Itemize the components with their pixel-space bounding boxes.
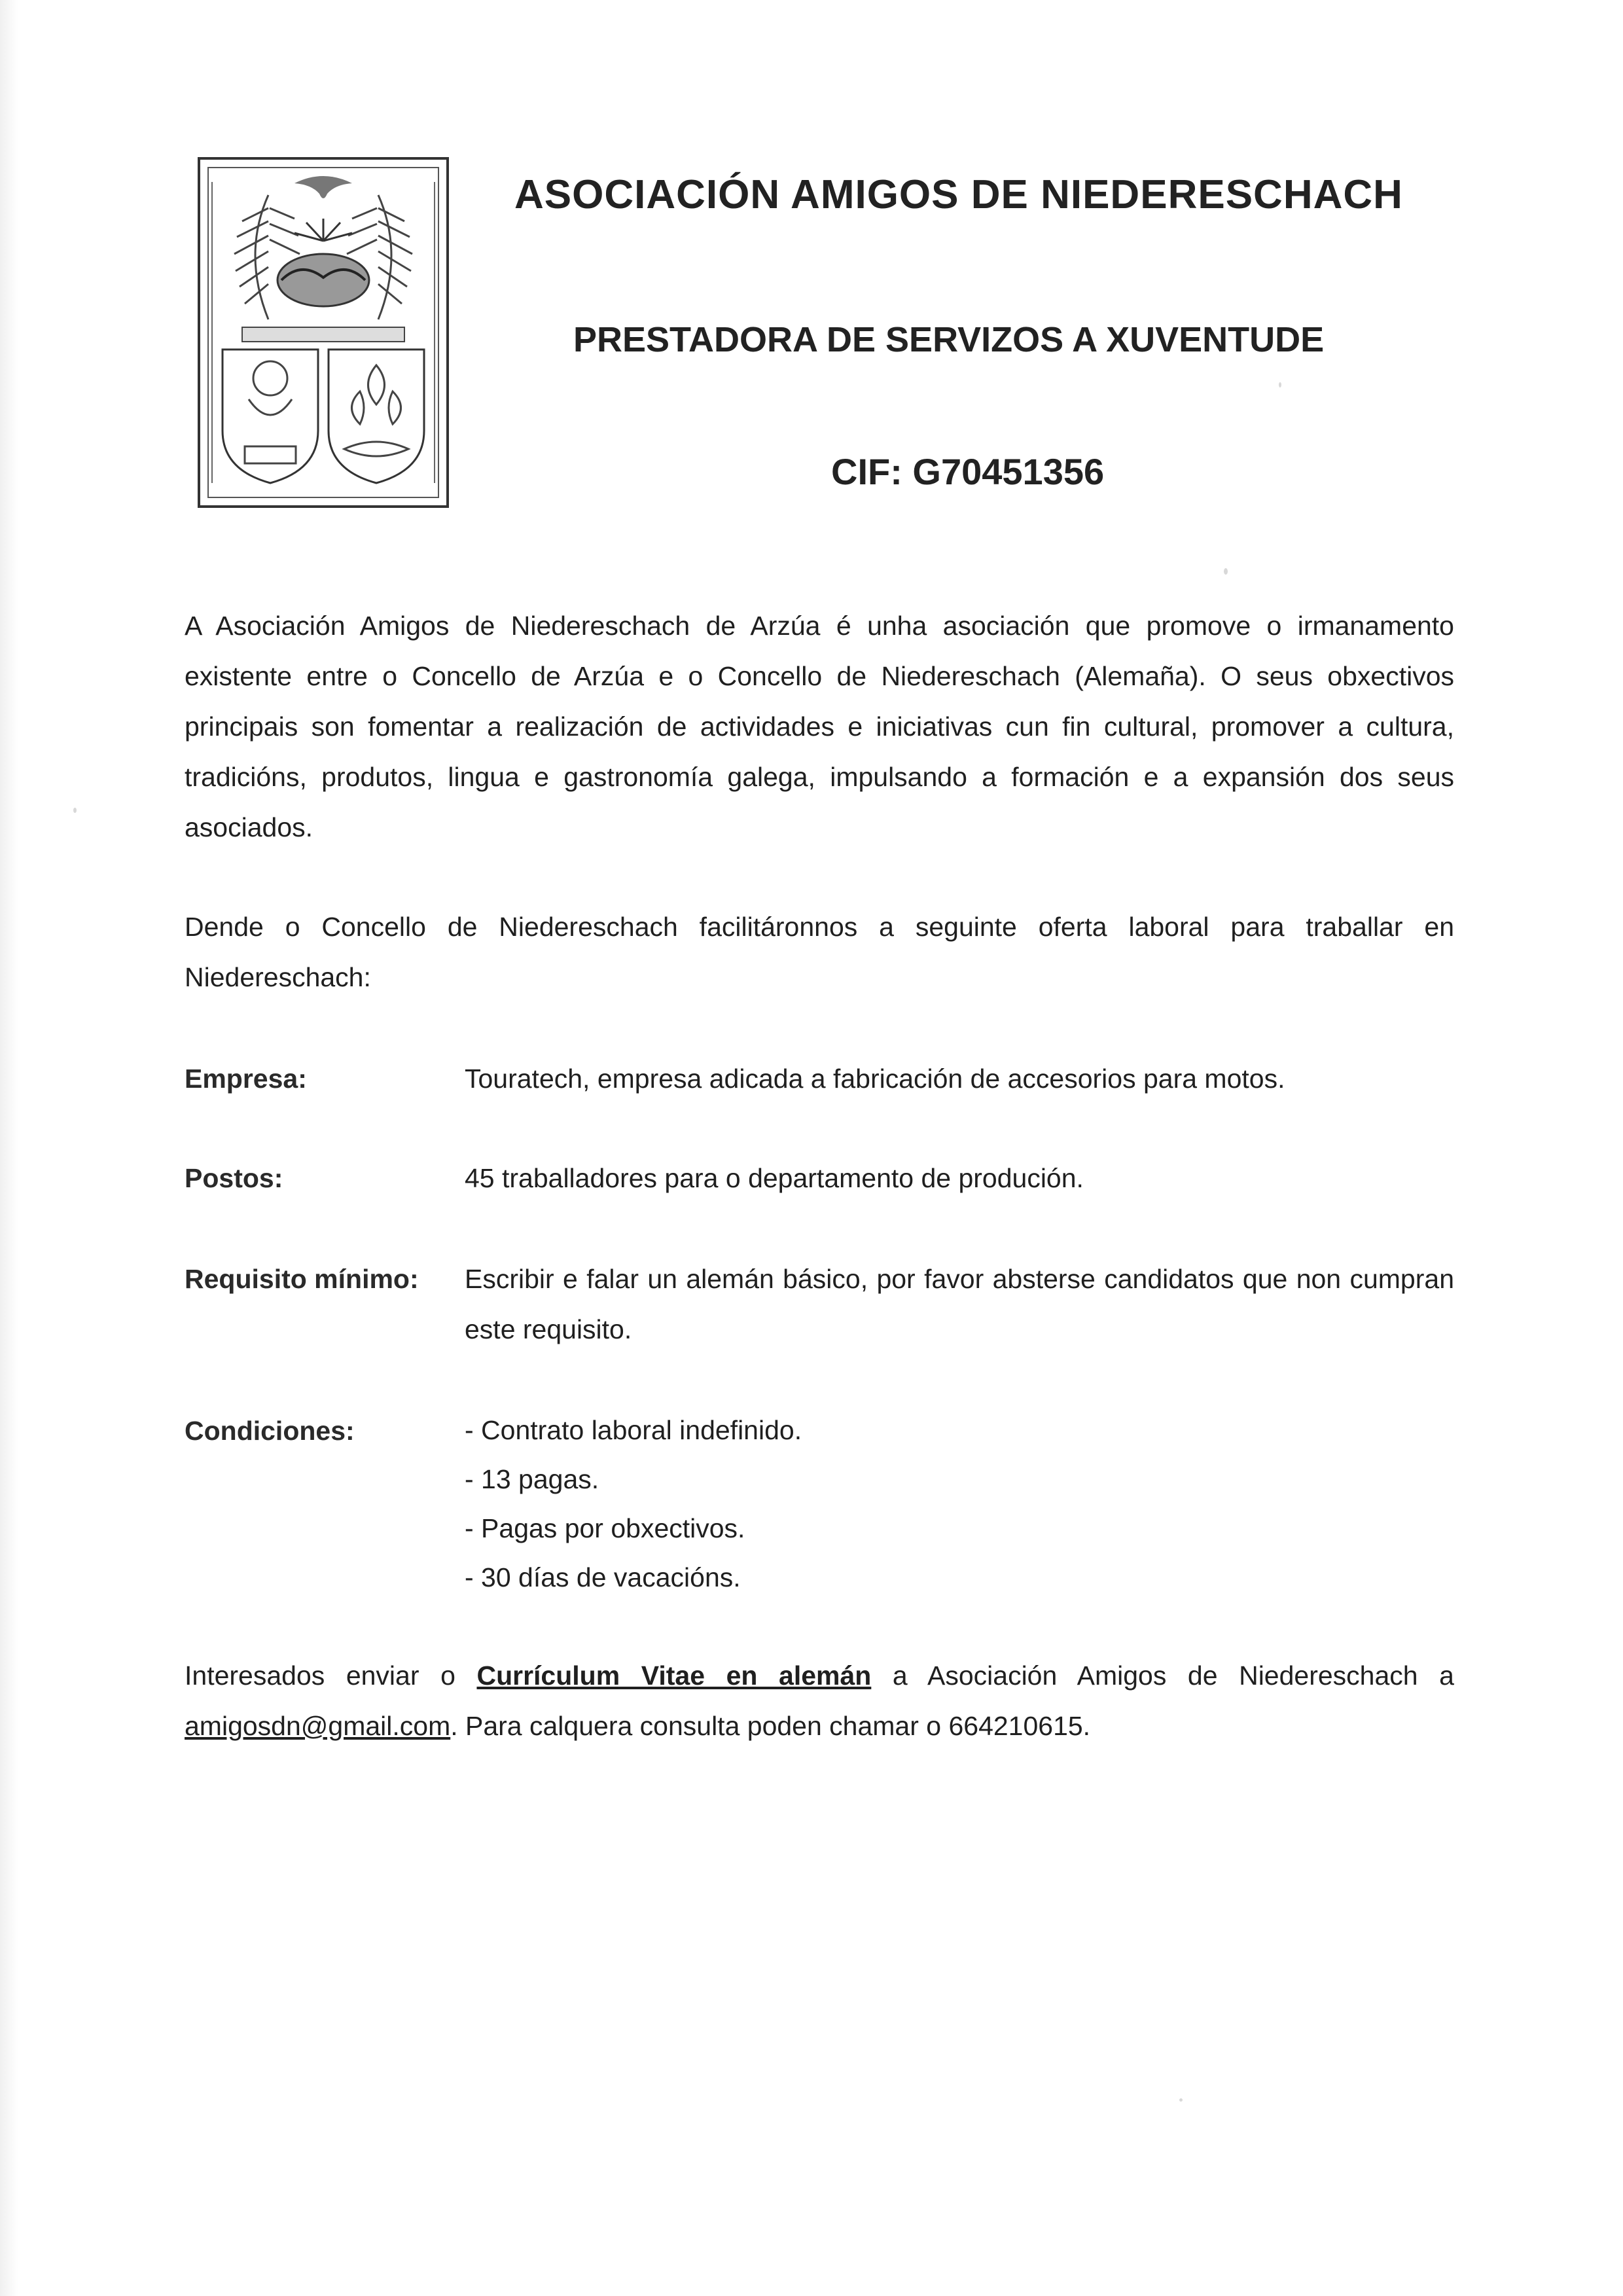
closing-text-part1: Interesados enviar o: [185, 1660, 477, 1691]
cv-emphasis: Currículum Vitae en alemán: [476, 1660, 872, 1691]
scan-edge-shadow: [0, 0, 18, 2296]
email-link[interactable]: amigosdn@gmail.com: [185, 1711, 451, 1741]
organization-subtitle: PRESTADORA DE SERVIZOS A XUVENTUDE: [573, 320, 1325, 359]
list-item: - Contrato laboral indefinido.: [465, 1415, 802, 1445]
closing-paragraph: [185, 1651, 1454, 1751]
condicions-value: [465, 1406, 1454, 1602]
list-item: - 13 pagas.: [465, 1464, 599, 1494]
scan-speck: [1224, 568, 1228, 575]
scan-speck: [1179, 2098, 1183, 2102]
coat-of-arms-icon: [196, 156, 450, 509]
postos-label: Postos:: [185, 1163, 283, 1193]
scan-speck: [73, 808, 77, 813]
empresa-value: Touratech, empresa adicada a fabricación de accesorios para motos.: [465, 1064, 1285, 1094]
organization-title: ASOCIACIÓN AMIGOS DE NIEDERESCHACH: [514, 172, 1403, 217]
offer-intro-paragraph: Dende o Concello de Niedereschach facilitáronnos a seguinte oferta laboral para traballar en Niedereschach:: [185, 912, 1454, 992]
condicions-label: Condiciones:: [185, 1416, 355, 1446]
scan-speck: [1279, 382, 1281, 387]
postos-value: 45 traballadores para o departamento de produción.: [465, 1163, 1084, 1193]
requisito-label: Requisito mínimo:: [185, 1264, 419, 1294]
requisito-value: Escribir e falar un alemán básico, por favor absterse candidatos que non cumpran este requisito.: [465, 1264, 1454, 1344]
list-item: - 30 días de vacacións.: [465, 1562, 741, 1592]
organization-cif: CIF: G70451356: [831, 451, 1105, 492]
condicions-list: [465, 1406, 1454, 1602]
list-item: - Pagas por obxectivos.: [465, 1513, 745, 1543]
intro-paragraph: A Asociación Amigos de Niedereschach de Arzúa é unha asociación que promove o irmanamento existente entre o Concello de Arzúa e o Concello de Niedereschach (Alemaña). O seus obxectivos principais son fomentar a realización de actividades e iniciativas cun fin cultural, promover a cultura, tradicións, produtos, lingua e gastronomía galega, impulsando a formación e a expansión dos seus asociados.: [185, 611, 1454, 842]
closing-text-part3: . Para calquera consulta poden chamar o 664210615.: [450, 1711, 1091, 1741]
closing-text-part2: a Asociación Amigos de Niedereschach a: [871, 1660, 1454, 1691]
empresa-label: Empresa:: [185, 1064, 307, 1094]
